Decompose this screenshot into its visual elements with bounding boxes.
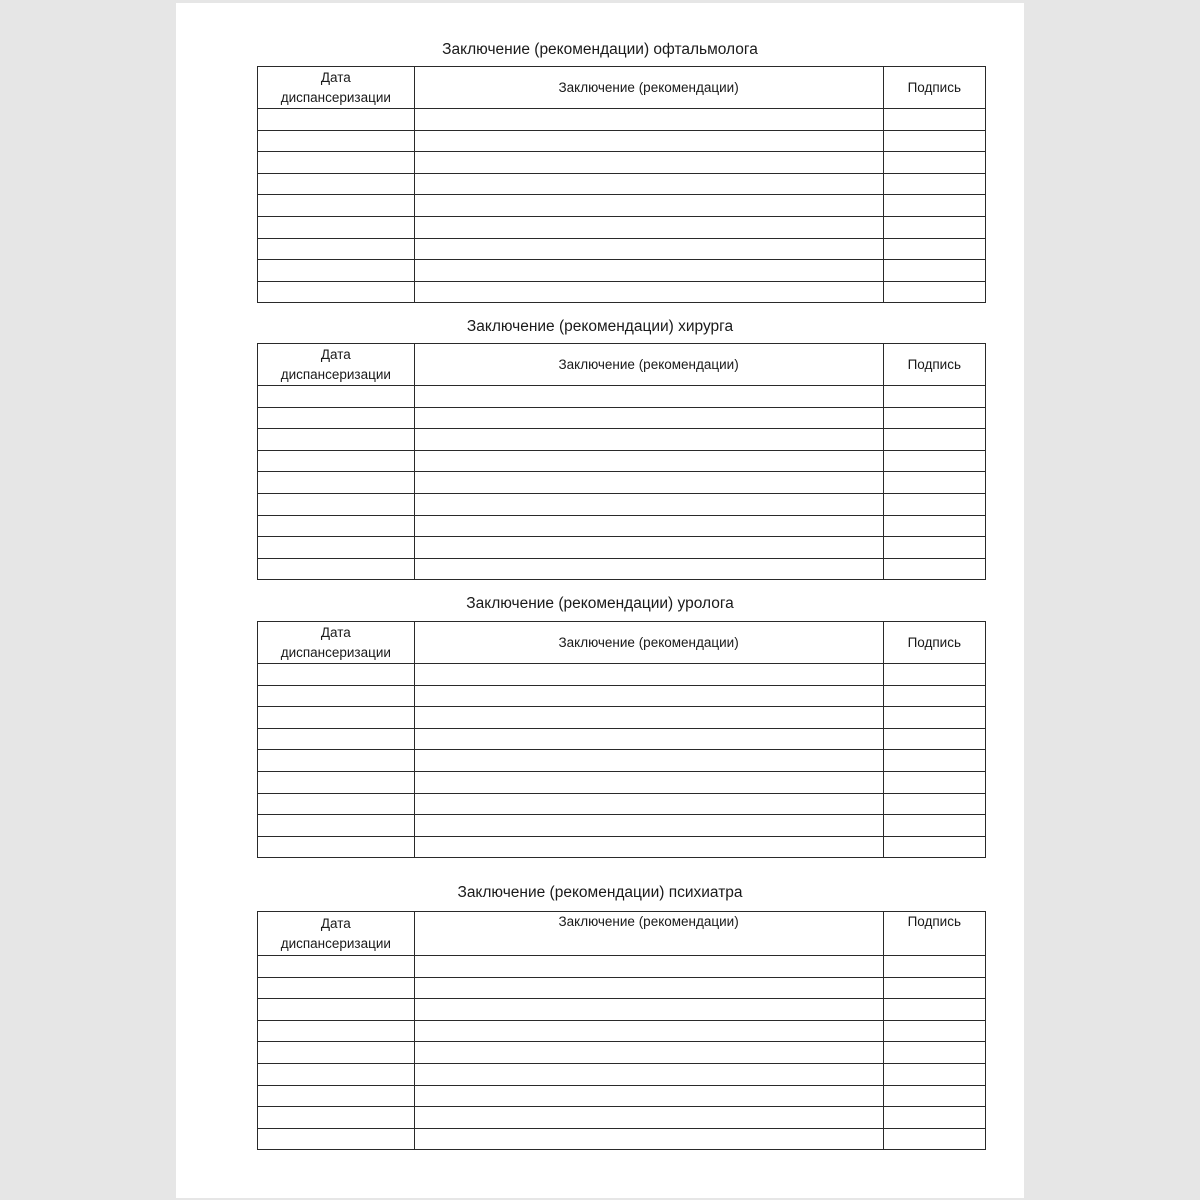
cell-conclusion	[414, 152, 883, 174]
table-body	[258, 956, 986, 1150]
cell-signature	[883, 407, 985, 429]
cell-date	[258, 195, 415, 217]
cell-date	[258, 515, 415, 537]
cell-conclusion	[414, 707, 883, 729]
cell-signature	[883, 216, 985, 238]
cell-date	[258, 260, 415, 282]
cell-signature	[883, 173, 985, 195]
table-row	[258, 130, 986, 152]
section-title-surgeon: Заключение (рекомендации) хирурга	[466, 318, 734, 335]
cell-signature	[883, 1063, 985, 1085]
table-body	[258, 109, 986, 303]
table-row	[258, 1063, 986, 1085]
table-row	[258, 450, 986, 472]
cell-signature	[883, 281, 985, 303]
table-row	[258, 771, 986, 793]
table-row	[258, 685, 986, 707]
cell-conclusion	[414, 281, 883, 303]
table-row	[258, 664, 986, 686]
cell-conclusion	[414, 750, 883, 772]
cell-signature	[883, 493, 985, 515]
table-row	[258, 1128, 986, 1150]
cell-signature	[883, 977, 985, 999]
cell-conclusion	[414, 1063, 883, 1085]
table-urologist	[257, 621, 986, 858]
cell-date	[258, 771, 415, 793]
table-row	[258, 472, 986, 494]
cell-date	[258, 407, 415, 429]
table-row	[258, 109, 986, 131]
cell-signature	[883, 238, 985, 260]
table-row	[258, 152, 986, 174]
cell-date	[258, 537, 415, 559]
cell-conclusion	[414, 558, 883, 580]
cell-conclusion	[414, 1107, 883, 1129]
table-row	[258, 281, 986, 303]
cell-conclusion	[414, 173, 883, 195]
cell-signature	[883, 1020, 985, 1042]
cell-date	[258, 750, 415, 772]
header-conclusion: Заключение (рекомендации)	[414, 912, 883, 956]
cell-date	[258, 956, 415, 978]
cell-signature	[883, 450, 985, 472]
header-date-line2: диспансеризации	[280, 644, 391, 660]
table-row	[258, 750, 986, 772]
table-body	[258, 386, 986, 580]
cell-date	[258, 173, 415, 195]
header-date	[258, 344, 415, 386]
header-signature: Подпись	[883, 912, 985, 956]
cell-conclusion	[414, 815, 883, 837]
cell-date	[258, 1042, 415, 1064]
cell-date	[258, 109, 415, 131]
cell-signature	[883, 109, 985, 131]
table-row	[258, 537, 986, 559]
table-row	[258, 1107, 986, 1129]
table-surgeon	[257, 343, 986, 580]
cell-signature	[883, 728, 985, 750]
cell-date	[258, 977, 415, 999]
cell-date	[258, 450, 415, 472]
table-row	[258, 260, 986, 282]
section-title-ophthalmologist: Заключение (рекомендации) офтальмолога	[442, 41, 758, 58]
cell-signature	[883, 130, 985, 152]
cell-conclusion	[414, 1020, 883, 1042]
cell-date	[258, 558, 415, 580]
header-date-line2: диспансеризации	[280, 366, 391, 382]
cell-signature	[883, 515, 985, 537]
cell-date	[258, 1020, 415, 1042]
cell-conclusion	[414, 999, 883, 1021]
table-row	[258, 836, 986, 858]
table-row	[258, 216, 986, 238]
table-row	[258, 793, 986, 815]
table-header-row	[258, 622, 986, 664]
cell-signature	[883, 771, 985, 793]
cell-signature	[883, 429, 985, 451]
cell-signature	[883, 537, 985, 559]
table-row	[258, 558, 986, 580]
table-row	[258, 195, 986, 217]
cell-signature	[883, 664, 985, 686]
table-row	[258, 999, 986, 1021]
cell-conclusion	[414, 1042, 883, 1064]
cell-date	[258, 1085, 415, 1107]
cell-conclusion	[414, 1128, 883, 1150]
cell-conclusion	[414, 977, 883, 999]
cell-date	[258, 429, 415, 451]
cell-conclusion	[414, 1085, 883, 1107]
cell-conclusion	[414, 238, 883, 260]
cell-conclusion	[414, 450, 883, 472]
cell-date	[258, 386, 415, 408]
cell-signature	[883, 1085, 985, 1107]
header-date-line1: Дата	[320, 69, 351, 85]
cell-signature	[883, 815, 985, 837]
table-row	[258, 386, 986, 408]
table-header-row	[258, 67, 986, 109]
cell-signature	[883, 1128, 985, 1150]
cell-date	[258, 238, 415, 260]
cell-conclusion	[414, 429, 883, 451]
table-body	[258, 664, 986, 858]
header-date	[258, 67, 415, 109]
cell-date	[258, 793, 415, 815]
cell-date	[258, 836, 415, 858]
table-psychiatrist	[257, 911, 986, 1150]
cell-signature	[883, 472, 985, 494]
cell-signature	[883, 750, 985, 772]
header-date-line1: Дата	[320, 916, 351, 931]
cell-signature	[883, 793, 985, 815]
header-date-line2: диспансеризации	[280, 936, 391, 951]
table-row	[258, 707, 986, 729]
cell-signature	[883, 1107, 985, 1129]
cell-signature	[883, 195, 985, 217]
table-row	[258, 956, 986, 978]
cell-date	[258, 707, 415, 729]
cell-date	[258, 493, 415, 515]
section-title-urologist: Заключение (рекомендации) уролога	[466, 595, 734, 612]
cell-signature	[883, 260, 985, 282]
table-row	[258, 429, 986, 451]
table-row	[258, 728, 986, 750]
cell-conclusion	[414, 472, 883, 494]
cell-conclusion	[414, 109, 883, 131]
table-row	[258, 173, 986, 195]
header-conclusion: Заключение (рекомендации)	[414, 622, 883, 664]
cell-conclusion	[414, 956, 883, 978]
cell-date	[258, 1063, 415, 1085]
cell-conclusion	[414, 130, 883, 152]
cell-date	[258, 1128, 415, 1150]
cell-date	[258, 152, 415, 174]
cell-date	[258, 815, 415, 837]
table-ophthalmologist	[257, 66, 986, 303]
table-row	[258, 238, 986, 260]
header-date-line2: диспансеризации	[280, 89, 391, 105]
cell-conclusion	[414, 493, 883, 515]
header-date	[258, 622, 415, 664]
table-row	[258, 515, 986, 537]
header-date-line1: Дата	[320, 346, 351, 362]
header-date-line1: Дата	[320, 624, 351, 640]
cell-date	[258, 281, 415, 303]
header-date	[258, 912, 415, 956]
cell-signature	[883, 956, 985, 978]
cell-signature	[883, 836, 985, 858]
cell-conclusion	[414, 195, 883, 217]
cell-date	[258, 999, 415, 1021]
cell-signature	[883, 999, 985, 1021]
cell-conclusion	[414, 407, 883, 429]
cell-conclusion	[414, 515, 883, 537]
cell-signature	[883, 707, 985, 729]
table-row	[258, 1042, 986, 1064]
cell-signature	[883, 685, 985, 707]
table-row	[258, 1085, 986, 1107]
cell-conclusion	[414, 386, 883, 408]
section-title-psychiatrist: Заключение (рекомендации) психиатра	[457, 884, 743, 901]
cell-date	[258, 1107, 415, 1129]
cell-date	[258, 685, 415, 707]
table-header-row	[258, 344, 986, 386]
table-row	[258, 407, 986, 429]
cell-conclusion	[414, 771, 883, 793]
cell-signature	[883, 1042, 985, 1064]
cell-date	[258, 130, 415, 152]
cell-signature	[883, 386, 985, 408]
header-signature: Подпись	[883, 622, 985, 664]
cell-conclusion	[414, 216, 883, 238]
table-row	[258, 977, 986, 999]
cell-conclusion	[414, 537, 883, 559]
document-page	[176, 3, 1024, 1198]
header-signature: Подпись	[883, 67, 985, 109]
cell-date	[258, 216, 415, 238]
cell-conclusion	[414, 728, 883, 750]
table-row	[258, 815, 986, 837]
header-signature: Подпись	[883, 344, 985, 386]
cell-conclusion	[414, 260, 883, 282]
header-conclusion: Заключение (рекомендации)	[414, 67, 883, 109]
table-header-row	[258, 912, 986, 956]
cell-date	[258, 728, 415, 750]
cell-conclusion	[414, 793, 883, 815]
cell-date	[258, 664, 415, 686]
cell-conclusion	[414, 836, 883, 858]
cell-signature	[883, 152, 985, 174]
table-row	[258, 1020, 986, 1042]
cell-signature	[883, 558, 985, 580]
cell-conclusion	[414, 664, 883, 686]
header-conclusion: Заключение (рекомендации)	[414, 344, 883, 386]
cell-date	[258, 472, 415, 494]
table-row	[258, 493, 986, 515]
cell-conclusion	[414, 685, 883, 707]
